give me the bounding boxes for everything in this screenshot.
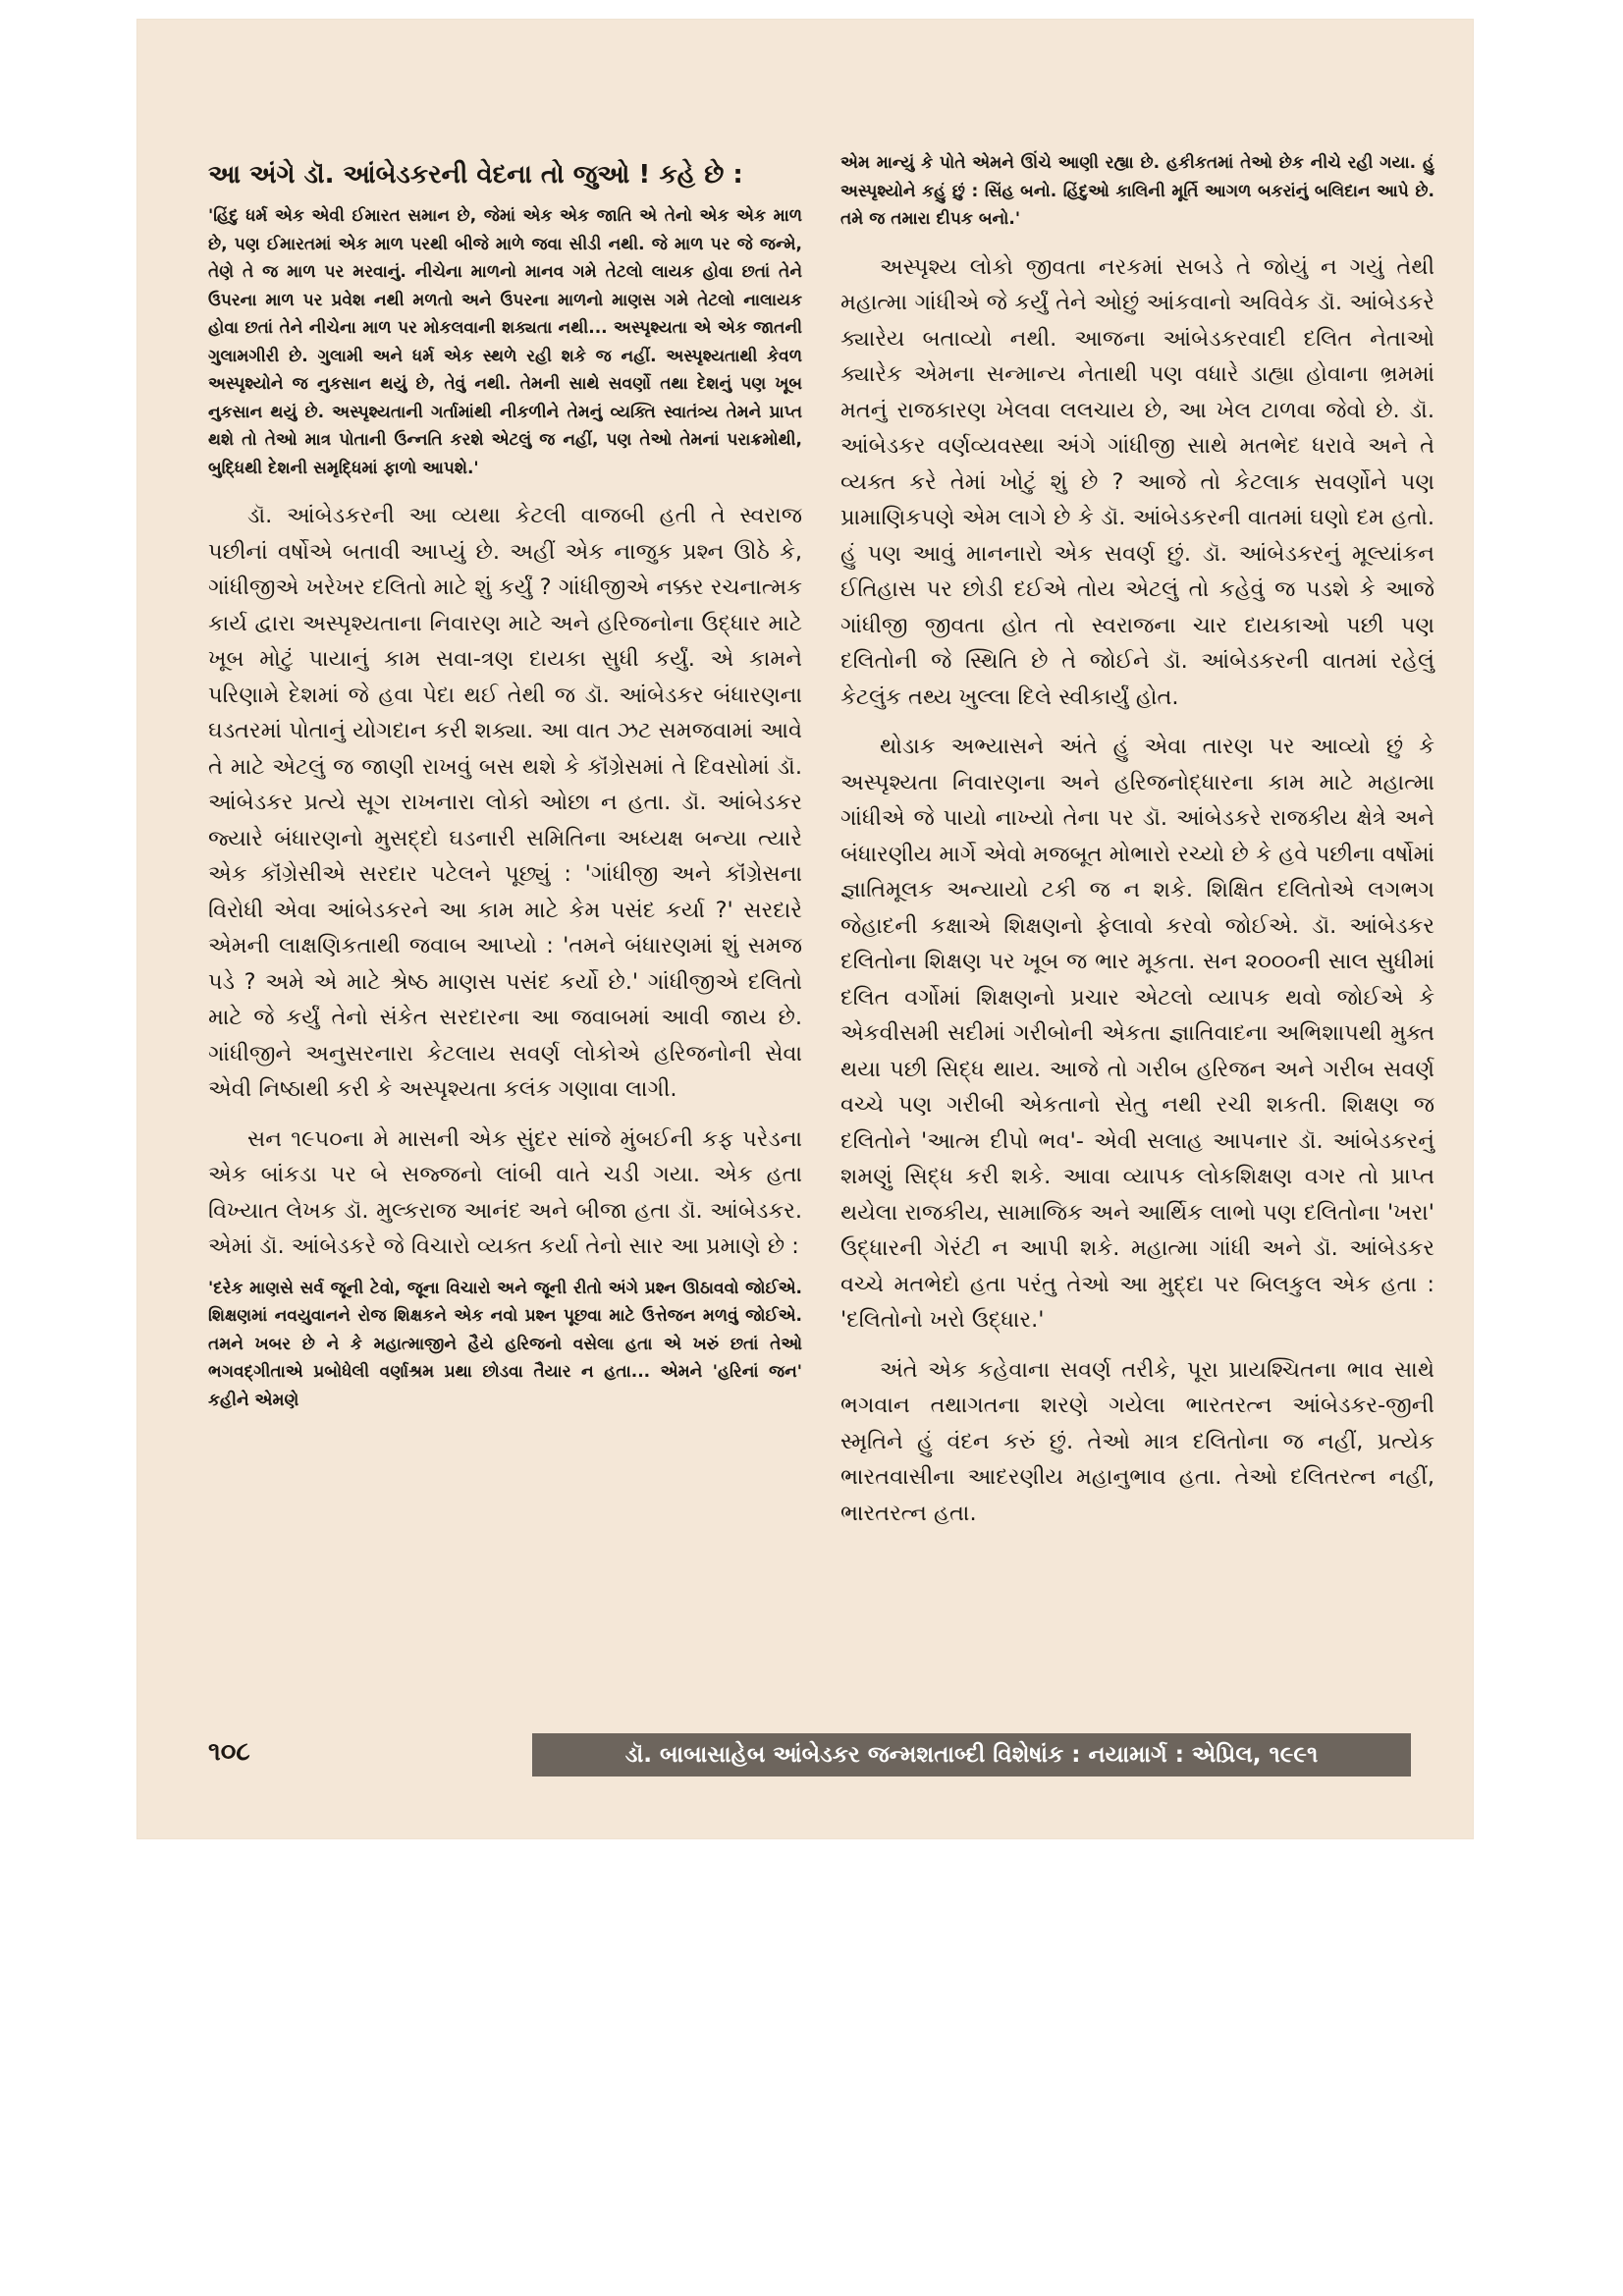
scanned-page [137, 20, 1473, 1838]
ambedkar-quote-block: 'દરેક માણસે સર્વ જૂની ટેવો, જૂના વિચારો અને જૂની રીતો અંગે પ્રશ્ન ઊઠાવવો જોઈએ. શિક્ષણમાં નવયુવાનને રોજ શિક્ષકને એક નવો પ્રશ્ન પૂછવા માટે ઉત્તેજન મળવું જોઈએ. તમને ખબર છે ને કે મહાત્માજીને હૈયે હરિજનો વસેલા હતા એ ખરું છતાં તેઓ ભગવદ્ગીતાએ પ્રબોધેલી વર્ણાશ્રમ પ્રથા છોડવા તૈયાર ન હતા... એમને 'હરિનાં જન' કહીને એમણે [208, 1278, 802, 1410]
section-intro-heading: આ અંગે ડૉ. આંબેડકરની વેદના તો જુઓ ! કહે છે : [208, 160, 743, 190]
closing-paragraph: અંતે એક કહેવાના સવર્ણ તરીકે, પૂરા પ્રાયશ્ચિતના ભાવ સાથે ભગવાન તથાગતના શરણે ગયેલા ભારતરત્ન આંબેડકર-જીની સ્મૃતિને હું વંદન કરું છું. તેઓ માત્ર દલિતોના જ નહીં, પ્રત્યેક ભારતવાસીના આદરણીય મહાનુભાવ હતા. તેઓ દલિતરત્ન નહીં, ભારતરત્ન હતા. [840, 1356, 1434, 1526]
publication-banner: ડૉ. બાબાસાહેબ આંબેડકર જન્મશતાબ્દી વિશેષાંક : નયામાર્ગ : એપ્રિલ, ૧૯૯૧ [532, 1733, 1411, 1777]
body-paragraph: થોડાક અભ્યાસને અંતે હું એવા તારણ પર આવ્યો છું કે અસ્પૃશ્યતા નિવારણના અને હરિજનોદ્ધારના કામ માટે મહાત્મા ગાંધીએ જે પાયો નાખ્યો તેના પર ડૉ. આંબેડકરે રાજકીય ક્ષેત્રે અને બંધારણીય માર્ગે એવો મજબૂત મોભારો રચ્યો છે કે હવે પછીના વર્ષોમાં જ્ઞાતિમૂલક અન્યાયો ટકી જ ન શકે. શિક્ષિત દલિતોએ લગભગ જેહાદની કક્ષાએ શિક્ષણનો ફેલાવો કરવો જોઈએ. ડૉ. આંબેડકર દલિતોના શિક્ષણ પર ખૂબ જ ભાર મૂકતા. સન ૨૦૦૦ની સાલ સુધીમાં દલિત વર્ગોમાં શિક્ષણનો પ્રચાર એટલો વ્યાપક થવો જોઈએ કે એકવીસમી સદીમાં ગરીબોની એકતા જ્ઞાતિવાદના અભિશાપથી મુક્ત થયા પછી સિદ્ધ થાય. આજે તો ગરીબ હરિજન અને ગરીબ સવર્ણ વચ્ચે પણ ગરીબી એકતાનો સેતુ નથી રચી શકતી. શિક્ષણ જ દલિતોને 'આત્મ દીપો ભવ'- એવી સલાહ આપનાર ડૉ. આંબેડકરનું શમણું સિદ્ધ કરી શકે. આવા વ્યાપક લોકશિક્ષણ વગર તો પ્રાપ્ત થયેલા રાજકીય, સામાજિક અને આર્થિક લાભો પણ દલિતોના 'ખરા' ઉદ્ધારની ગેરંટી ન આપી શકે. મહાત્મા ગાંધી અને ડૉ. આંબેડકર વચ્ચે મતભેદો હતા પરંતુ તેઓ આ મુદ્દા પર બિલકુલ એક હતા : 'દલિતોનો ખરો ઉદ્ધાર.' [840, 734, 1434, 1333]
left-column [208, 157, 802, 1430]
page-number: ૧૦૮ [208, 1737, 250, 1767]
page-footer [208, 1733, 1411, 1777]
body-paragraph: અસ્પૃશ્ય લોકો જીવતા નરકમાં સબડે તે જોયું ન ગયું તેથી મહાત્મા ગાંધીએ જે કર્યું તેને ઓછું આંકવાનો અવિવેક ડૉ. આંબેડકરે ક્યારેય બતાવ્યો નથી. આજના આંબેડકરવાદી દલિત નેતાઓ ક્યારેક એમના સન્માન્ય નેતાથી પણ વધારે ડાહ્યા હોવાના ભ્રમમાં મતનું રાજકારણ ખેલવા લલચાય છે, આ ખેલ ટાળવા જેવો છે. ડૉ. આંબેડકર વર્ણવ્યવસ્થા અંગે ગાંધીજી સાથે મતભેદ ધરાવે અને તે વ્યક્ત કરે તેમાં ખોટું શું છે ? આજે તો કેટલાક સવર્ણોને પણ પ્રામાણિકપણે એમ લાગે છે કે ડૉ. આંબેડકરની વાતમાં ઘણો દમ હતો. હું પણ આવું માનનારો એક સવર્ણ છું. ડૉ. આંબેડકરનું મૂલ્યાંકન ઈતિહાસ પર છોડી દઈએ તોય એટલું તો કહેવું જ પડશે કે આજે ગાંધીજી જીવતા હોત તો સ્વરાજના ચાર દાયકાઓ પછી પણ દલિતોની જે સ્થિતિ છે તે જોઈને ડૉ. આંબેડકરની વાતમાં રહેલું કેટલુંક તથ્ય ખુલ્લા દિલે સ્વીકાર્યું હોત. [840, 253, 1434, 710]
quote-continuation: એમ માન્યું કે પોતે એમને ઊંચે આણી રહ્યા છે. હકીકતમાં તેઓ છેક નીચે રહી ગયા. હું અસ્પૃશ્યોને કહું છું : સિંહ બનો. હિંદુઓ કાલિની મૂર્તિ આગળ બકરાંનું બલિદાન આપે છે. તમે જ તમારા દીપક બનો.' [840, 153, 1434, 229]
ambedkar-quote-block: 'હિંદુ ધર્મ એક એવી ઈમારત સમાન છે, જેમાં એક એક જાતિ એ તેનો એક એક માળ છે, પણ ઈમારતમાં એક માળ પરથી બીજે માળે જવા સીડી નથી. જે માળ પર જે જન્મે, તેણે તે જ માળ પર મરવાનું. નીચેના માળનો માનવ ગમે તેટલો લાયક હોવા છતાં તેને ઉપરના માળ પર પ્રવેશ નથી મળતો અને ઉપરના માળનો માણસ ગમે તેટલો નાલાયક હોવા છતાં તેને નીચેના માળ પર મોકલવાની શક્યતા નથી... અસ્પૃશ્યતા એ એક જાતની ગુલામગીરી છે. ગુલામી અને ધર્મ એક સ્થળે રહી શકે જ નહીં. અસ્પૃશ્યતાથી કેવળ અસ્પૃશ્યોને જ નુકસાન થયું છે, તેવું નથી. તેમની સાથે સવર્ણો તથા દેશનું પણ ખૂબ નુકસાન થયું છે. અસ્પૃશ્યતાની ગર્તામાંથી નીકળીને તેમનું વ્યક્તિ સ્વાતંત્ર્ય તેમને પ્રાપ્ત થશે તો તેઓ માત્ર પોતાની ઉન્નતિ કરશે એટલું જ નહીં, પણ તેઓ તેમનાં પરાક્રમોથી, બુદ્ધિથી દેશની સમૃદ્ધિમાં ફાળો આપશે.' [208, 206, 802, 478]
body-paragraph: ડૉ. આંબેડકરની આ વ્યથા કેટલી વાજબી હતી તે સ્વરાજ પછીનાં વર્ષોએ બતાવી આપ્યું છે. અહીં એક નાજુક પ્રશ્ન ઊઠે કે, ગાંધીજીએ ખરેખર દલિતો માટે શું કર્યું ? ગાંધીજીએ નક્કર રચનાત્મક કાર્ય દ્વારા અસ્પૃશ્યતાના નિવારણ માટે અને હરિજનોના ઉદ્ધાર માટે ખૂબ મોટું પાયાનું કામ સવા-ત્રણ દાયકા સુધી કર્યું. એ કામને પરિણામે દેશમાં જે હવા પેદા થઈ તેથી જ ડૉ. આંબેડકર બંધારણના ઘડતરમાં પોતાનું યોગદાન કરી શક્યા. આ વાત ઝટ સમજવામાં આવે તે માટે એટલું જ જાણી રાખવું બસ થશે કે કૉંગ્રેસમાં તે દિવસોમાં ડૉ. આંબેડકર પ્રત્યે સૂગ રાખનારા લોકો ઓછા ન હતા. ડૉ. આંબેડકર જ્યારે બંધારણનો મુસદ્દો ઘડનારી સમિતિના અધ્યક્ષ બન્યા ત્યારે એક કૉંગ્રેસીએ સરદાર પટેલને પૂછ્યું : 'ગાંધીજી અને કૉંગ્રેસના વિરોધી એવા આંબેડકરને આ કામ માટે કેમ પસંદ કર્યા ?' સરદારે એમની લાક્ષણિકતાથી જવાબ આપ્યો : 'તમને બંધારણમાં શું સમજ પડે ? અમે એ માટે શ્રેષ્ઠ માણસ પસંદ કર્યો છે.' ગાંધીજીએ દલિતો માટે જે કર્યું તેનો સંકેત સરદારના આ જવાબમાં આવી જાય છે. ગાંધીજીને અનુસરનારા કેટલાય સવર્ણ લોકોએ હરિજનોની સેવા એવી નિષ્ઠાથી કરી કે અસ્પૃશ્યતા કલંક ગણાવા લાગી. [208, 503, 802, 1102]
body-paragraph: સન ૧૯૫૦ના મે માસની એક સુંદર સાંજે મુંબઈની કફ પરેડના એક બાંકડા પર બે સજ્જનો લાંબી વાતે ચડી ગયા. એક હતા વિખ્યાત લેખક ડૉ. મુલ્કરાજ આનંદ અને બીજા હતા ડૉ. આંબેડકર. એમાં ડૉ. આંબેડકરે જે વિચારો વ્યક્ત કર્યા તેનો સાર આ પ્રમાણે છે : [208, 1125, 802, 1259]
right-column [840, 149, 1434, 1545]
